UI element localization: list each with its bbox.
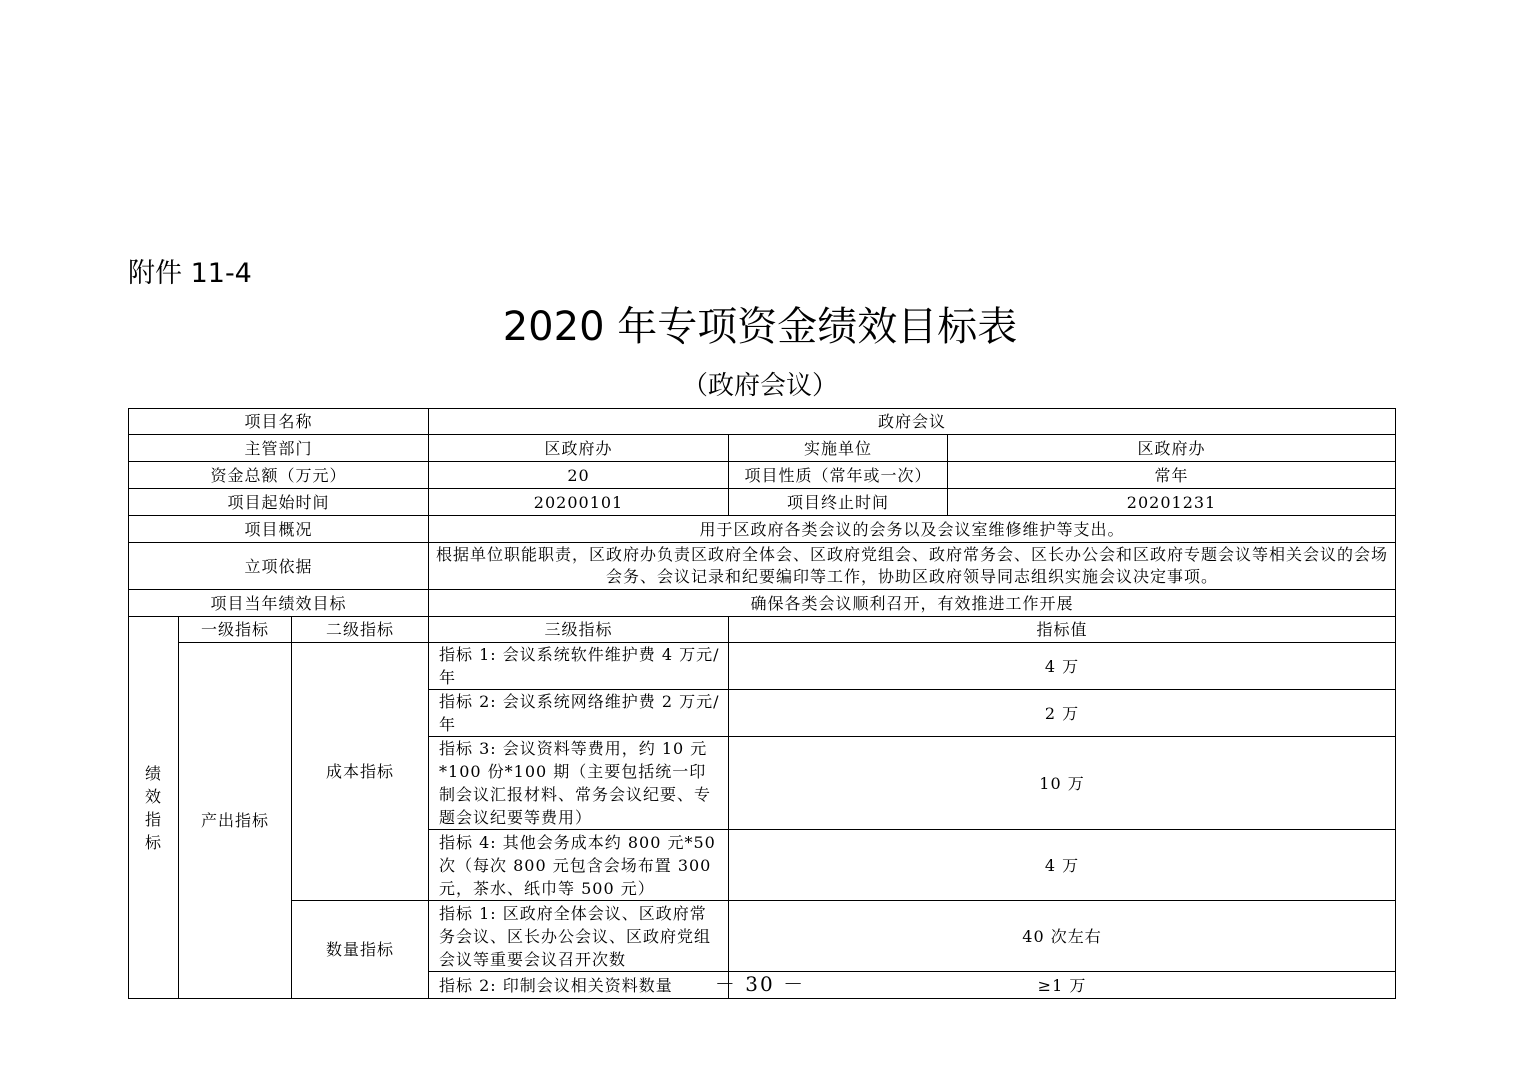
fund-label: 资金总额（万元） xyxy=(129,462,429,489)
table-row xyxy=(129,617,1396,643)
header-value: 指标值 xyxy=(729,617,1396,643)
basis-value: 根据单位职能职责，区政府办负责区政府全体会、区政府党组会、政府常务会、区长办公会和区政府专题会议等相关会议的会场会务、会议记录和纪要编印等工作，协助区政府领导同志组织实施会议决定事项。 xyxy=(429,543,1396,590)
table-row xyxy=(129,643,1396,690)
overview-label: 项目概况 xyxy=(129,516,429,543)
project-name-label: 项目名称 xyxy=(129,409,429,435)
quantity-label: 数量指标 xyxy=(292,901,429,999)
cost-value-4: 4 万 xyxy=(729,830,1396,901)
cost-label: 成本指标 xyxy=(292,643,429,901)
header-level3: 三级指标 xyxy=(429,617,729,643)
end-value: 20201231 xyxy=(1126,492,1217,512)
header-level2: 二级指标 xyxy=(292,617,429,643)
project-name-value: 政府会议 xyxy=(429,409,1396,435)
impl-unit-label: 实施单位 xyxy=(729,435,948,461)
performance-target-table xyxy=(128,408,1396,999)
cost-indicator-4: 指标 4: 其他会务成本约 800 元*50 次（每次 800 元包含会场布置 300 元，茶水、纸巾等 500 元） xyxy=(429,830,729,901)
cost-value-2: 2 万 xyxy=(729,690,1396,737)
fund-value: 20 xyxy=(429,462,729,489)
table-row xyxy=(129,462,1396,489)
cost-indicator-2: 指标 2: 会议系统网络维护费 2 万元/年 xyxy=(429,690,729,737)
attachment-label: 附件 11-4 xyxy=(128,258,252,289)
quantity-indicator-2: 指标 2: 印制会议相关资料数量 xyxy=(429,972,729,999)
table-row xyxy=(129,543,1396,590)
quantity-value-2: ≥1 万 xyxy=(729,972,1396,999)
basis-label: 立项依据 xyxy=(129,543,429,590)
table-row xyxy=(129,409,1396,435)
header-level1: 一级指标 xyxy=(179,617,292,643)
end-row xyxy=(729,489,1396,516)
cost-value-1: 4 万 xyxy=(729,643,1396,690)
nature-label: 项目性质（常年或一次） xyxy=(729,462,948,488)
end-label: 项目终止时间 xyxy=(729,489,948,515)
table-row xyxy=(129,590,1396,617)
overview-value: 用于区政府各类会议的会务以及会议室维修维护等支出。 xyxy=(429,516,1396,543)
table-row xyxy=(129,516,1396,543)
quantity-indicator-1: 指标 1: 区政府全体会议、区政府常务会议、区长办公会议、区政府党组会议等重要会议召开次数 xyxy=(429,901,729,972)
cost-indicator-1: 指标 1: 会议系统软件维护费 4 万元/年 xyxy=(429,643,729,690)
dept-value: 区政府办 xyxy=(429,435,729,462)
page-title: 2020 年专项资金绩效目标表 xyxy=(502,304,1018,350)
start-value: 20200101 xyxy=(429,489,729,516)
table-row xyxy=(129,435,1396,462)
goal-label: 项目当年绩效目标 xyxy=(129,590,429,617)
dept-label: 主管部门 xyxy=(129,435,429,462)
page-subtitle: （政府会议） xyxy=(681,371,838,401)
goal-value: 确保各类会议顺利召开，有效推进工作开展 xyxy=(429,590,1396,617)
page-number: － 30 － xyxy=(714,972,806,996)
nature-row xyxy=(729,462,1396,489)
table-row xyxy=(129,901,1396,972)
nature-value: 常年 xyxy=(1154,465,1189,485)
output-label: 产出指标 xyxy=(179,643,292,999)
impl-unit-row xyxy=(729,435,1396,462)
perf-label: 绩效指标 xyxy=(129,617,179,999)
start-label: 项目起始时间 xyxy=(129,489,429,516)
impl-unit-value: 区政府办 xyxy=(1137,438,1206,458)
quantity-value-1: 40 次左右 xyxy=(729,901,1396,972)
cost-value-3: 10 万 xyxy=(729,737,1396,830)
table-row xyxy=(129,489,1396,516)
cost-indicator-3: 指标 3: 会议资料等费用，约 10 元*100 份*100 期（主要包括统一印制会议汇报材料、常务会议纪要、专题会议纪要等费用） xyxy=(429,737,729,830)
